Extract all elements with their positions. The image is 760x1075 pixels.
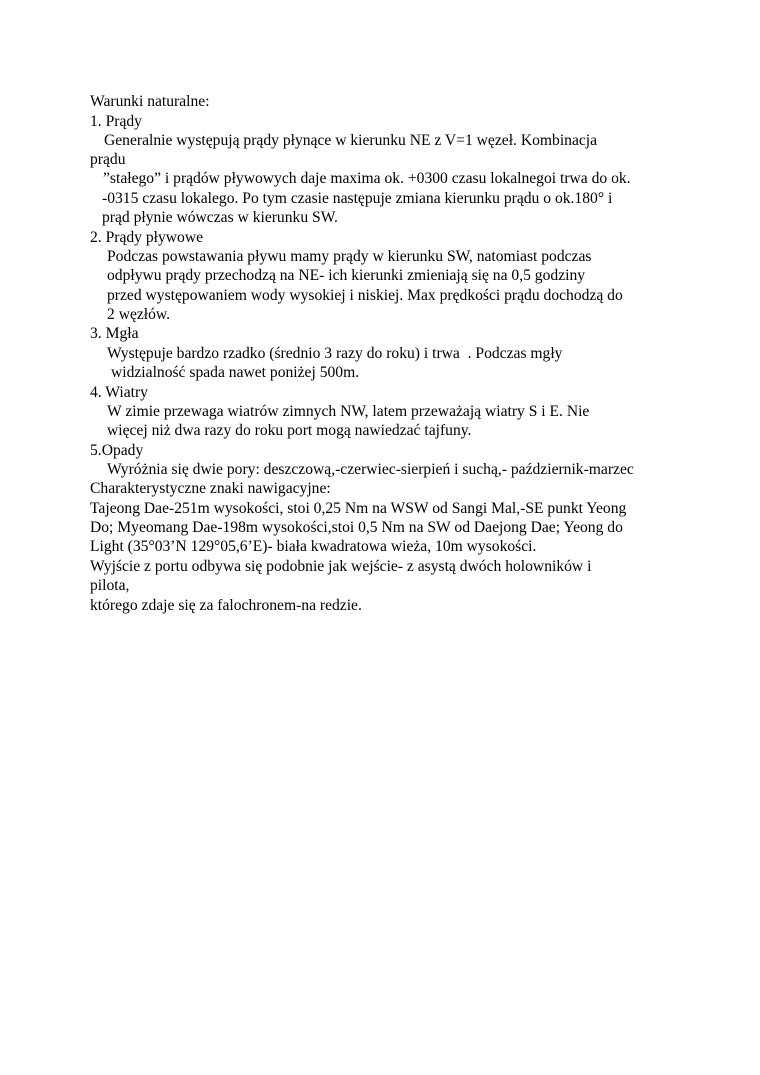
section-heading-currents: 1. Prądy [90, 113, 142, 130]
text-line: widzialność spada nawet poniżej 500m. [111, 364, 360, 381]
section-heading-winds: 4. Wiatry [90, 384, 148, 401]
text-line: Wyróżnia się dwie pory: deszczową,-czerwiec-sierpień i suchą,- październik-marzec [107, 461, 634, 478]
text-line: ”stałego” i prądów pływowych daje maxima ok. +0300 czasu lokalnegoi trwa do ok. [103, 170, 631, 187]
text-line: którego zdaje się za falochronem-na redzie. [90, 597, 362, 614]
text-line: Generalnie występują prądy płynące w kierunku NE z V=1 węzeł. Kombinacja [104, 132, 598, 149]
text-line: Tajeong Dae-251m wysokości, stoi 0,25 Nm na WSW od Sangi Mal,-SE punkt Yeong [90, 500, 627, 517]
text-line: pilota, [90, 577, 130, 594]
text-line: Do; Myeomang Dae-198m wysokości,stoi 0,5 Nm na SW od Daejong Dae; Yeong do [90, 519, 623, 536]
text-line: W zimie przewaga wiatrów zimnych NW, latem przeważają wiatry S i E. Nie [107, 403, 590, 420]
text-line: Light (35°03’N 129°05,6’E)- biała kwadratowa wieża, 10m wysokości. [90, 538, 537, 555]
text-line: Podczas powstawania pływu mamy prądy w kierunku SW, natomiast podczas [107, 248, 592, 265]
text-line: prądu [90, 151, 126, 168]
heading-navigation-marks: Charakterystyczne znaki nawigacyjne: [90, 480, 331, 497]
section-heading-precipitation: 5.Opady [90, 442, 144, 459]
text-line: Występuje bardzo rzadko (średnio 3 razy do roku) i trwa . Podczas mgły [107, 345, 563, 362]
text-line: prąd płynie wówczas w kierunku SW. [102, 209, 338, 226]
section-heading-fog: 3. Mgła [90, 325, 139, 342]
heading-natural-conditions: Warunki naturalne: [90, 93, 210, 110]
text-line: 2 węzłów. [107, 306, 171, 323]
text-line: więcej niż dwa razy do roku port mogą nawiedzać tajfuny. [107, 422, 472, 439]
text-line: odpływu prądy przechodzą na NE- ich kierunki zmieniają się na 0,5 godziny [107, 267, 586, 284]
text-line: -0315 czasu lokalego. Po tym czasie następuje zmiana kierunku prądu o ok.180° i [102, 190, 613, 207]
section-heading-tidal-currents: 2. Prądy pływowe [90, 229, 204, 246]
text-line: Wyjście z portu odbywa się podobnie jak wejście- z asystą dwóch holowników i [90, 558, 592, 575]
text-line: przed występowaniem wody wysokiej i niskiej. Max prędkości prądu dochodzą do [107, 287, 623, 304]
